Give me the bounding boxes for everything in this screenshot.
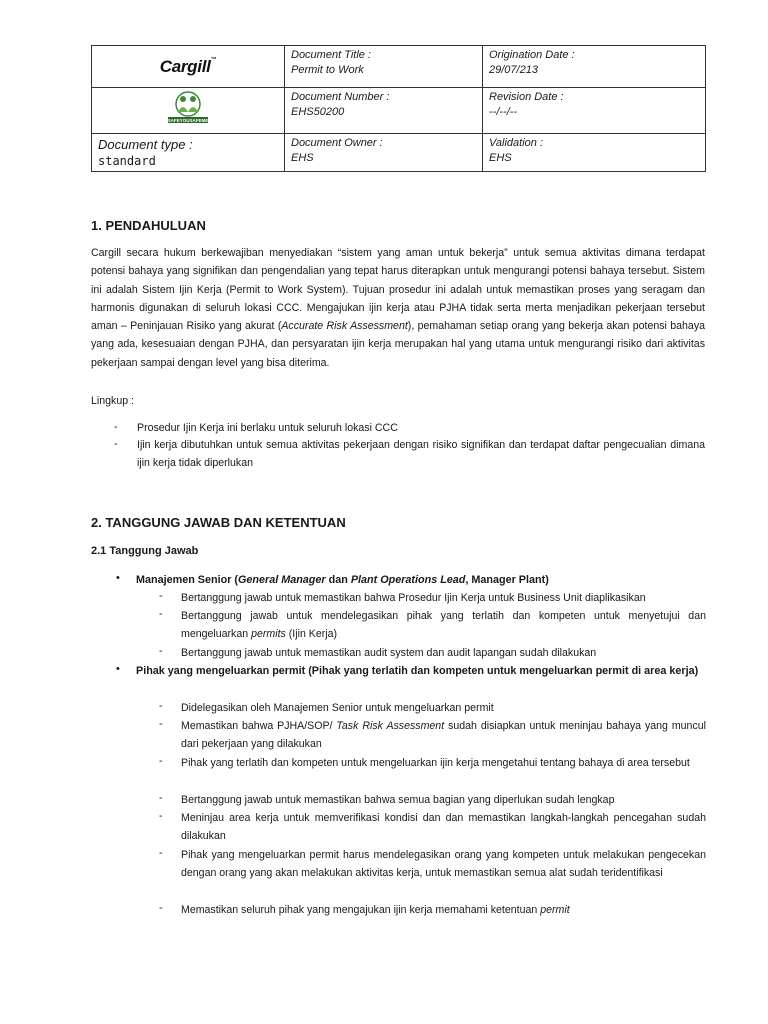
document-number-value: EHS50200 [291, 106, 345, 118]
origination-date-value: 29/07/213 [489, 64, 538, 76]
section-1-heading: 1. PENDAHULUAN [91, 218, 206, 233]
revision-date-cell [483, 88, 706, 134]
scope-dash-2: - [114, 438, 118, 450]
scope-label: Lingkup : [91, 395, 134, 407]
document-title-label: Document Title : [291, 49, 371, 61]
document-owner-cell [285, 134, 483, 172]
origination-date-label: Origination Date : [489, 49, 575, 61]
subsection-2-1-heading: 2.1 Tanggung Jawab [91, 545, 199, 557]
senior-dash-1: - [159, 590, 163, 602]
safety-logo-text: SAFEYOUSAFEME [167, 118, 209, 123]
senior-dash-2: - [159, 608, 163, 620]
origination-date-cell [483, 46, 706, 88]
issuer-item-6: Pihak yang mengeluarkan permit harus mendelegasikan orang yang kompeten untuk melakukan pengecekan dengan orang yang akan melakukan aktivitas kerja, untuk memastikan semua alat sudah teridentifikasi [181, 849, 706, 879]
permit-issuer-item: Pihak yang mengeluarkan permit (Pihak yang terlatih dan kompeten untuk mengeluarkan permit di area kerja) [136, 665, 699, 677]
section-2-heading: 2. TANGGUNG JAWAB DAN KETENTUAN [91, 515, 346, 530]
cargill-logo-cell [92, 46, 285, 88]
cargill-logo: Cargill™ [159, 57, 217, 76]
senior-item-3: Bertanggung jawab untuk memastikan audit system dan audit lapangan sudah dilakukan [181, 647, 597, 659]
issuer-dash-7: - [159, 902, 163, 914]
validation-cell [483, 134, 706, 172]
revision-date-label: Revision Date : [489, 91, 564, 103]
introduction-paragraph: Cargill secara hukum berkewajiban menyediakan “sistem yang aman untuk bekerja” untuk semua aktivitas dimana terdapat potensi bahaya yang signifikan dan pengendalian yang tepat harus diterapkan untuk mengurangi potensi bahaya tersebut. Sistem ini adalah Sistem Ijin Kerja (Permit to Work System). Tujuan prosedur ini adalah untuk memastikan proses yang seragam dan harmonis digunakan di seluruh lokasi CCC. Mengajukan ijin kerja atau PJHA tidak serta merta menjadikan pekerjaan tersebut aman – Peninjauan Risiko yang akurat (Accurate Risk Assessment), pemahaman setiap orang yang bekerja akan potensi bahaya yang ada, kesesuaian dengan PJHA, dan persyaratan ijin kerja merupakan hal yang utama untuk mengurangi risiko dari aktivitas pekerjaan sampai dengan level yang bisa diterima. [91, 247, 706, 369]
document-owner-label: Document Owner : [291, 137, 383, 149]
issuer-item-7: Memastikan seluruh pihak yang mengajukan ijin kerja memahami ketentuan permit [181, 904, 570, 916]
issuer-dash-1: - [159, 700, 163, 712]
validation-value: EHS [489, 152, 512, 164]
safety-logo-cell [92, 88, 285, 134]
issuer-item-5: Meninjau area kerja untuk memverifikasi kondisi dan dan memastikan langkah-langkah pencegahan sudah dilakukan [181, 812, 706, 842]
revision-date-value: --/--/-- [489, 106, 518, 118]
issuer-item-4: Bertanggung jawab untuk memastikan bahwa semua bagian yang diperlukan sudah lengkap [181, 794, 615, 806]
issuer-dash-3: - [159, 755, 163, 767]
safe-you-safe-me-logo [162, 90, 214, 126]
issuer-item-2: Memastikan bahwa PJHA/SOP/ Task Risk Assessment sudah disiapkan untuk meninjau bahaya yang muncul dari pekerjaan yang dilakukan [181, 720, 706, 750]
document-title-cell [285, 46, 483, 88]
document-type-label: Document type : [98, 137, 193, 152]
issuer-dash-6: - [159, 847, 163, 859]
senior-bullet: • [116, 572, 120, 584]
validation-label: Validation : [489, 137, 544, 149]
scope-item-2: Ijin kerja dibutuhkan untuk semua aktivitas pekerjaan dengan risiko signifikan dan terdapat daftar pengecualian dimana ijin kerja tidak diperlukan [137, 439, 705, 469]
senior-management-item: Manajemen Senior (General Manager dan Plant Operations Lead, Manager Plant) [136, 574, 549, 586]
document-type-value: standard [98, 154, 156, 168]
document-owner-value: EHS [291, 152, 314, 164]
issuer-item-1: Didelegasikan oleh Manajemen Senior untuk mengeluarkan permit [181, 702, 494, 714]
issuer-dash-4: - [159, 792, 163, 804]
senior-dash-3: - [159, 645, 163, 657]
document-number-cell [285, 88, 483, 134]
issuer-dash-2: - [159, 718, 163, 730]
document-header-table [91, 45, 706, 172]
document-title-value: Permit to Work [291, 64, 364, 76]
scope-item-1: Prosedur Ijin Kerja ini berlaku untuk seluruh lokasi CCC [137, 422, 398, 434]
senior-item-1: Bertanggung jawab untuk memastikan bahwa Prosedur Ijin Kerja untuk Business Unit diaplikasikan [181, 592, 646, 604]
senior-item-2: Bertanggung jawab untuk mendelegasikan pihak yang terlatih dan kompeten untuk menyetujui dan mengeluarkan permits (Ijin Kerja) [181, 610, 706, 640]
document-type-cell [92, 134, 285, 172]
issuer-item-3: Pihak yang terlatih dan kompeten untuk mengeluarkan ijin kerja mengetahui tentang bahaya di area tersebut [181, 757, 690, 769]
scope-dash-1: - [114, 421, 118, 433]
issuer-dash-5: - [159, 810, 163, 822]
document-number-label: Document Number : [291, 91, 390, 103]
issuer-bullet: • [116, 663, 120, 675]
